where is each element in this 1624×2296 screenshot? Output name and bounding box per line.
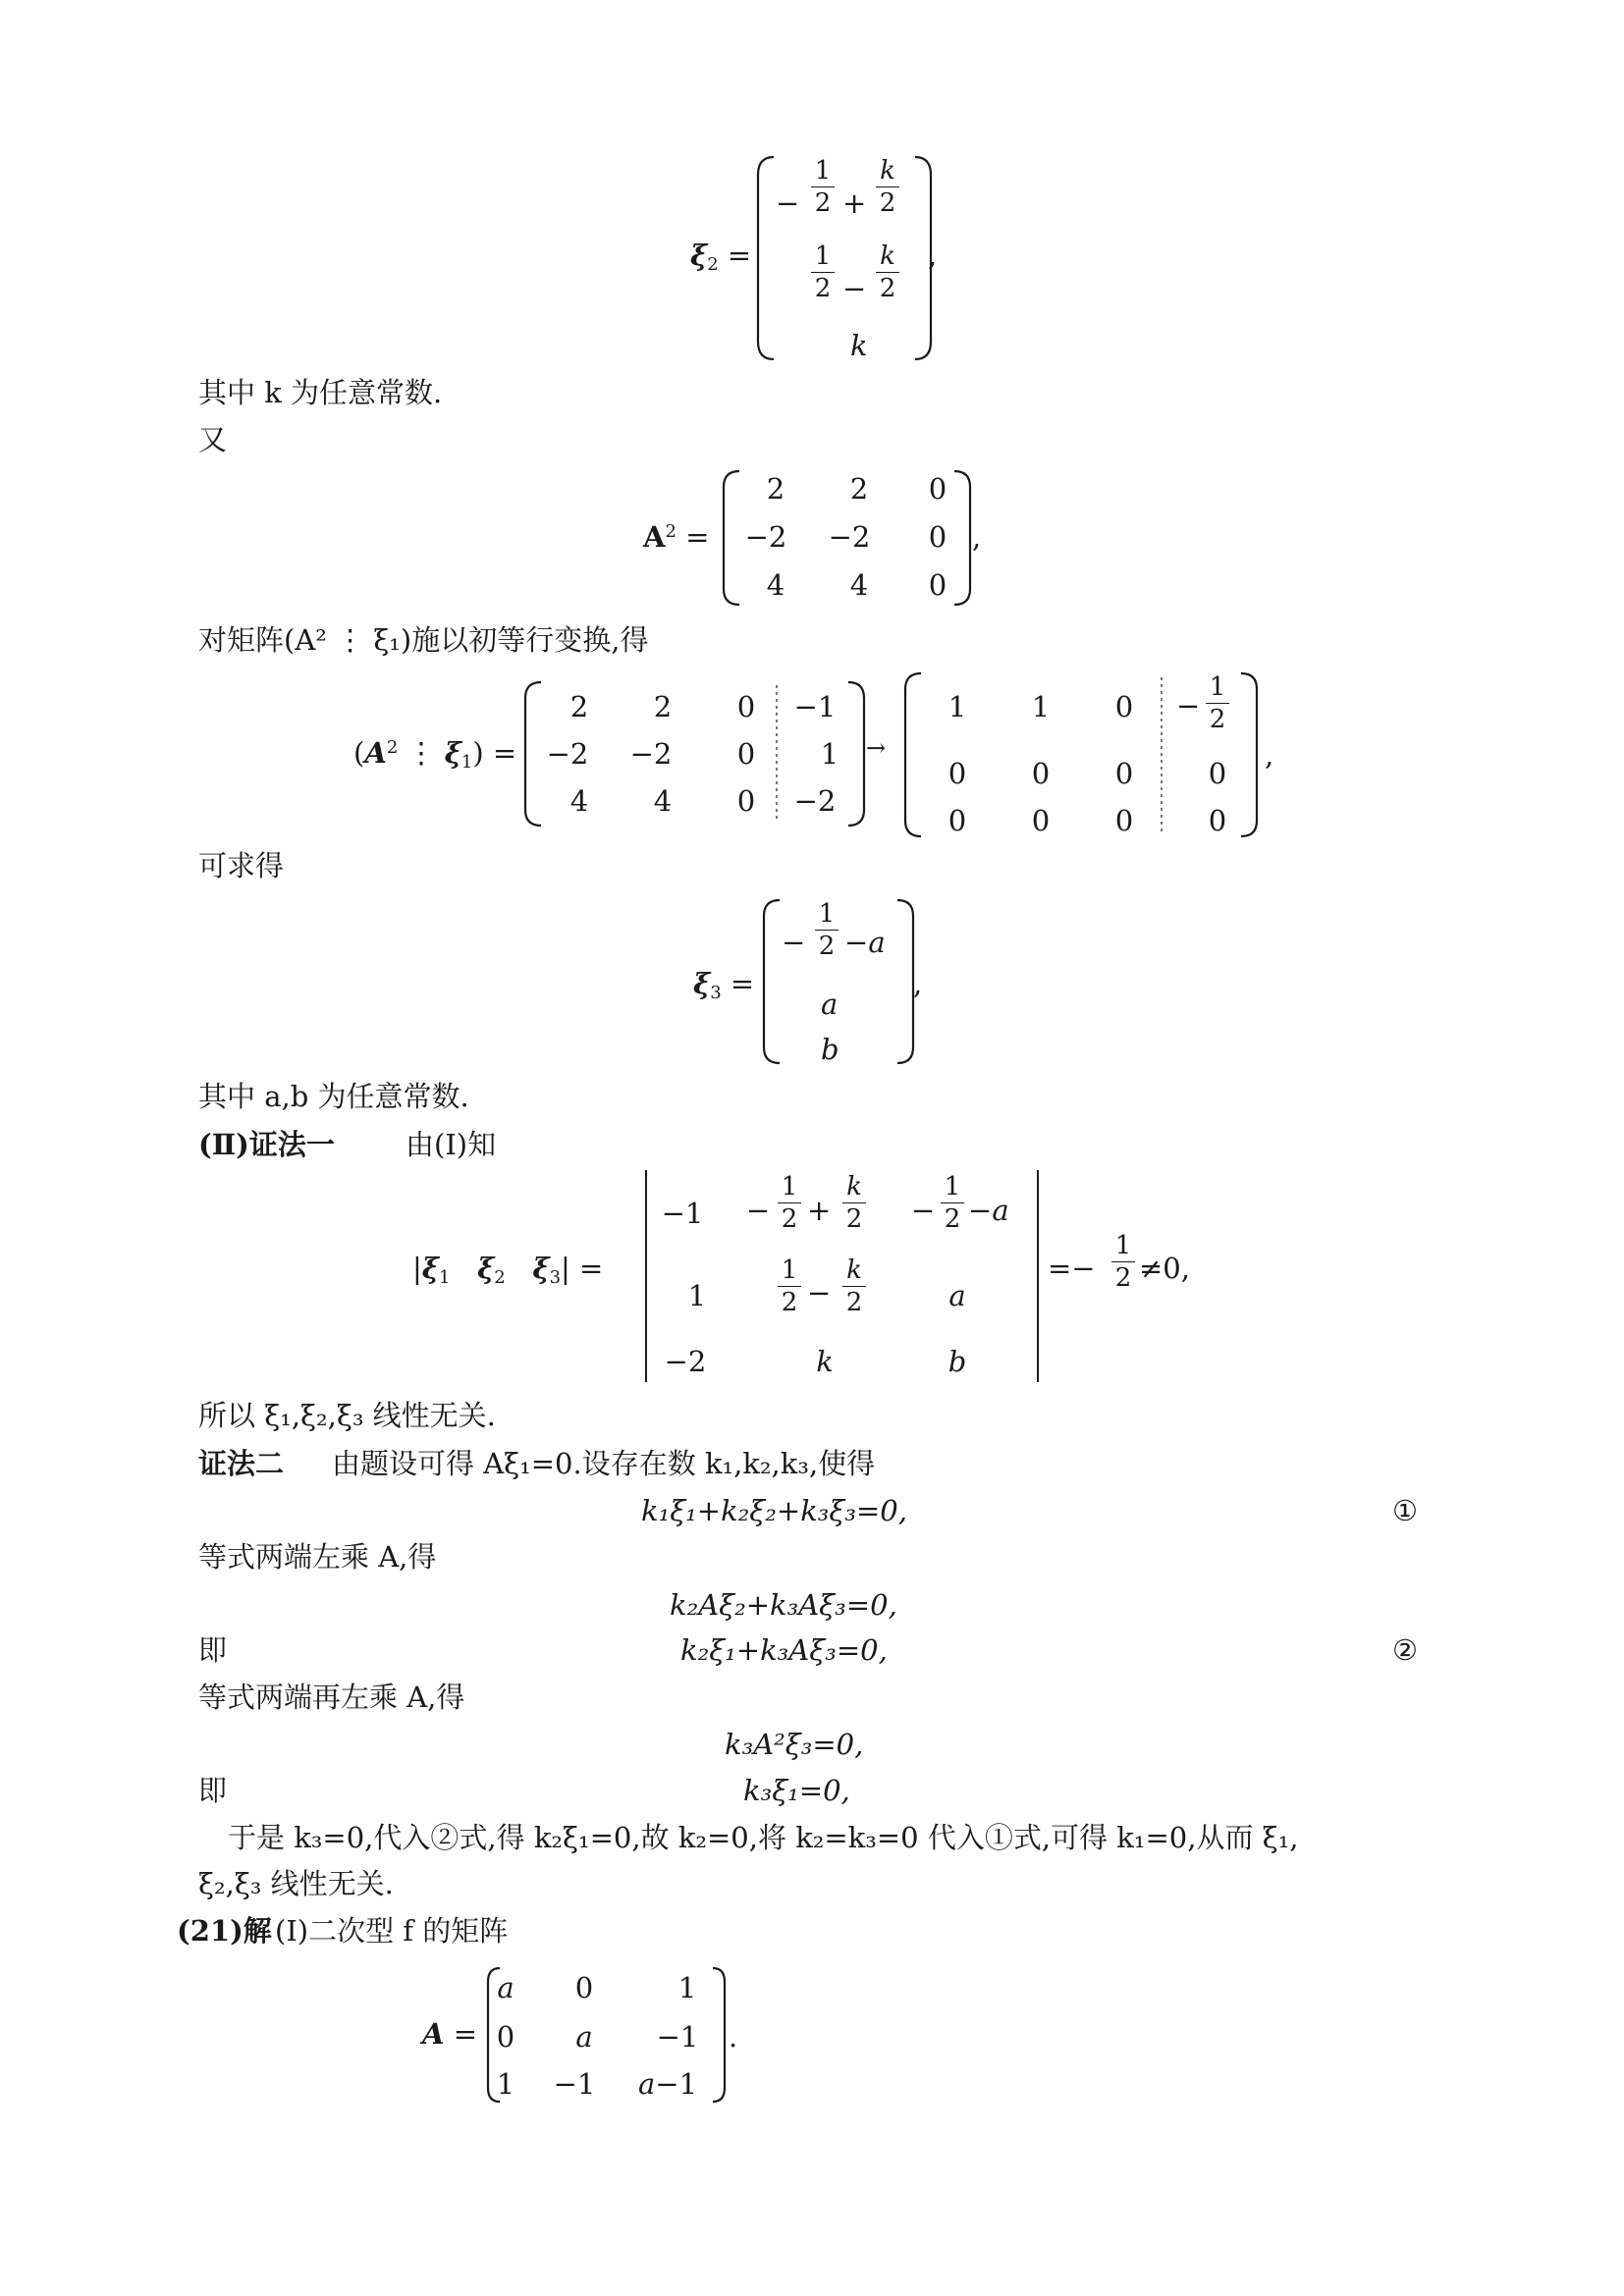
a-quadratic-cell: −1 [553, 2067, 596, 2101]
xi2-entry-2-frac-b: $\frac{k}{2}$ [876, 240, 899, 304]
det-cell: k [816, 1345, 834, 1378]
det-result-frac: $\frac{1}{2}$ [1111, 1230, 1135, 1294]
equation-3: k₂ξ₁+k₃Aξ₃=0, [680, 1633, 888, 1667]
xi2-left-paren [756, 155, 776, 361]
a-quadratic-cell: a [575, 2020, 593, 2054]
a-squared-cell: 4 [849, 568, 869, 602]
q21-text: (Ⅰ)二次型 f 的矩阵 [275, 1914, 509, 1948]
det-cell: −1 [661, 1197, 704, 1230]
ab-arbitrary-text: 其中 a,b 为任意常数. [198, 1080, 469, 1113]
k-arbitrary-text: 其中 k 为任意常数. [198, 376, 443, 409]
equation-4: k₃A²ξ₃=0, [725, 1728, 864, 1761]
a-squared-cell: 4 [766, 568, 785, 602]
augmented-right-cell: 0 [947, 804, 967, 837]
a-quadratic-cell: 0 [574, 1971, 594, 2004]
det-cell-frac: $\frac{1}{2}$ [941, 1171, 964, 1235]
xi2-entry-3: k [850, 329, 868, 362]
left-mult-2-text: 等式两端再左乘 A,得 [198, 1681, 465, 1714]
det-left-bar [644, 1170, 648, 1382]
conclusion-line-2: ξ₂,ξ₃ 线性无关. [198, 1867, 394, 1900]
xi3-label: $\xi_3$ = [693, 967, 755, 1003]
det-cell: b [947, 1345, 967, 1378]
det-right-bar [1036, 1170, 1040, 1382]
xi3-entry-1-minus: − [782, 926, 806, 959]
a-quadratic-label: A = [422, 2017, 478, 2051]
you-text: 又 [198, 423, 228, 456]
a-squared-cell: 0 [928, 568, 947, 602]
det-cell-rest: −a [968, 1194, 1009, 1227]
det-cell-minus: − [807, 1276, 832, 1309]
augmented-divider-2 [1160, 677, 1164, 834]
a-squared-cell: 0 [928, 472, 947, 506]
xi2-entry-2-minus: − [842, 272, 867, 305]
augmented-left-cell: 0 [736, 737, 756, 771]
det-label: $|\xi_1$ $\xi_2$ $\xi_3|$ = [412, 1252, 604, 1288]
a-squared-cell: 0 [928, 520, 947, 554]
a-quadratic-right-paren [711, 1966, 727, 2104]
det-cell: a [948, 1279, 966, 1312]
solve-text: 可求得 [198, 849, 285, 882]
det-cell-frac: $\frac{k}{2}$ [842, 1171, 866, 1235]
augmented-left-cell: 0 [736, 690, 756, 723]
equation-tag-1: ① [1392, 1494, 1418, 1527]
a-quadratic-cell: 0 [496, 2020, 515, 2054]
xi2-entry-1-frac-a: $\frac{1}{2}$ [811, 155, 835, 219]
a-squared-cell: −2 [828, 520, 871, 554]
ji-1-text: 即 [198, 1633, 228, 1667]
equation-2: k₂Aξ₂+k₃Aξ₃=0, [670, 1588, 897, 1622]
det-cell-plus: + [807, 1194, 832, 1227]
left-mult-1-text: 等式两端左乘 A,得 [198, 1540, 437, 1574]
a-squared-cell: −2 [744, 520, 787, 554]
augmented-comma: , [1265, 738, 1274, 772]
augmented-left-cell: 2 [569, 690, 589, 723]
xi3-entry-1-rest: −a [844, 926, 886, 959]
independent-text: 所以 ξ₁,ξ₂,ξ₃ 线性无关. [198, 1399, 496, 1432]
xi3-entry-2: a [821, 988, 839, 1021]
augmented-right-minus: − [1176, 689, 1201, 722]
augmented-right-cell: 1 [947, 690, 967, 723]
augmented-right-cell: 0 [1208, 804, 1227, 837]
ji-2-text: 即 [198, 1774, 228, 1807]
augmented-left-cell: 0 [736, 784, 756, 818]
augmented-right-cell: 0 [1031, 757, 1051, 790]
det-cell-minus: − [746, 1194, 771, 1227]
method2-label: 证法二 [198, 1447, 285, 1480]
arrow-icon: → [866, 734, 887, 762]
a-squared-cell: 2 [849, 472, 869, 506]
det-result-tail: ≠0, [1139, 1252, 1190, 1285]
xi2-entry-1-plus: + [842, 187, 867, 220]
part2-label: (Ⅱ)证法一 [198, 1128, 335, 1161]
augmented-right-cell: 1 [1031, 690, 1051, 723]
method2-text: 由题设可得 Aξ₁=0.设存在数 k₁,k₂,k₃,使得 [332, 1447, 876, 1480]
augmented-right-cell: 0 [1031, 804, 1051, 837]
augmented-left-cell: −2 [629, 737, 673, 771]
xi3-entry-1-frac: $\frac{1}{2}$ [815, 898, 839, 962]
conclusion-line-1: 于是 k₃=0,代入②式,得 k₂ξ₁=0,故 k₂=0,将 k₂=k₃=0 代入①式,可得 k₁=0,从而 ξ₁, [228, 1821, 1299, 1854]
a-quadratic-cell: a−1 [637, 2067, 698, 2101]
a-squared-comma: , [972, 520, 982, 554]
xi2-comma: , [928, 239, 938, 272]
det-cell: 1 [687, 1279, 707, 1312]
det-cell-frac: $\frac{k}{2}$ [842, 1255, 866, 1318]
a-quadratic-cell: 1 [677, 1971, 697, 2004]
a-quadratic-cell: 1 [496, 2067, 515, 2101]
xi3-comma: , [913, 967, 923, 1000]
augmented-left-cell: 2 [653, 690, 673, 723]
part2-text: 由(Ⅰ)知 [406, 1128, 497, 1161]
xi3-right-paren [895, 898, 915, 1065]
equation-1: k₁ξ₁+k₂ξ₂+k₃ξ₃=0, [641, 1494, 907, 1527]
augmented-label: ($A^2$ ⋮ $\xi_1$) = [353, 736, 517, 773]
det-cell-frac: $\frac{1}{2}$ [778, 1255, 801, 1318]
augmented-left-cell: 4 [569, 784, 589, 818]
augmented-right-cell: 0 [1114, 757, 1134, 790]
q21-label: (21)解 [177, 1914, 272, 1948]
equation-5: k₃ξ₁=0, [743, 1774, 850, 1807]
det-cell: −2 [664, 1345, 707, 1378]
augmented-left-cell: −2 [546, 737, 589, 771]
xi2-entry-2-frac-a: $\frac{1}{2}$ [811, 240, 835, 304]
a-squared-label: $A^2$ = [643, 520, 710, 554]
xi2-entry-1-frac-b: $\frac{k}{2}$ [876, 155, 899, 219]
augmented-left-cell: 1 [820, 737, 839, 771]
row-transform-text: 对矩阵(A² ⋮ ξ₁)施以初等行变换,得 [198, 623, 649, 657]
augmented-right-frac: $\frac{1}{2}$ [1206, 671, 1229, 735]
xi2-label: $\xi_2$ = [690, 239, 752, 275]
a-quadratic-cell: a [497, 1971, 514, 2004]
a-quadratic-period: . [729, 2020, 738, 2054]
det-cell-minus: − [911, 1194, 936, 1227]
augmented-right-cell: 0 [947, 757, 967, 790]
augmented-left-cell: −1 [793, 690, 837, 723]
xi3-left-paren [762, 898, 782, 1065]
det-result: =− [1048, 1252, 1096, 1285]
augmented-left-cell: −2 [793, 784, 837, 818]
det-cell-frac: $\frac{1}{2}$ [778, 1171, 801, 1235]
xi3-entry-3: b [821, 1033, 839, 1066]
augmented-left-paren-2 [903, 671, 923, 838]
xi2-entry-1: − [776, 187, 800, 220]
equation-tag-2: ② [1392, 1633, 1418, 1667]
augmented-right-cell: 0 [1114, 690, 1134, 723]
a-quadratic-cell: −1 [656, 2020, 699, 2054]
augmented-right-cell: 0 [1114, 804, 1134, 837]
augmented-right-cell: 0 [1208, 757, 1227, 790]
a-squared-cell: 2 [766, 472, 785, 506]
augmented-left-cell: 4 [653, 784, 673, 818]
